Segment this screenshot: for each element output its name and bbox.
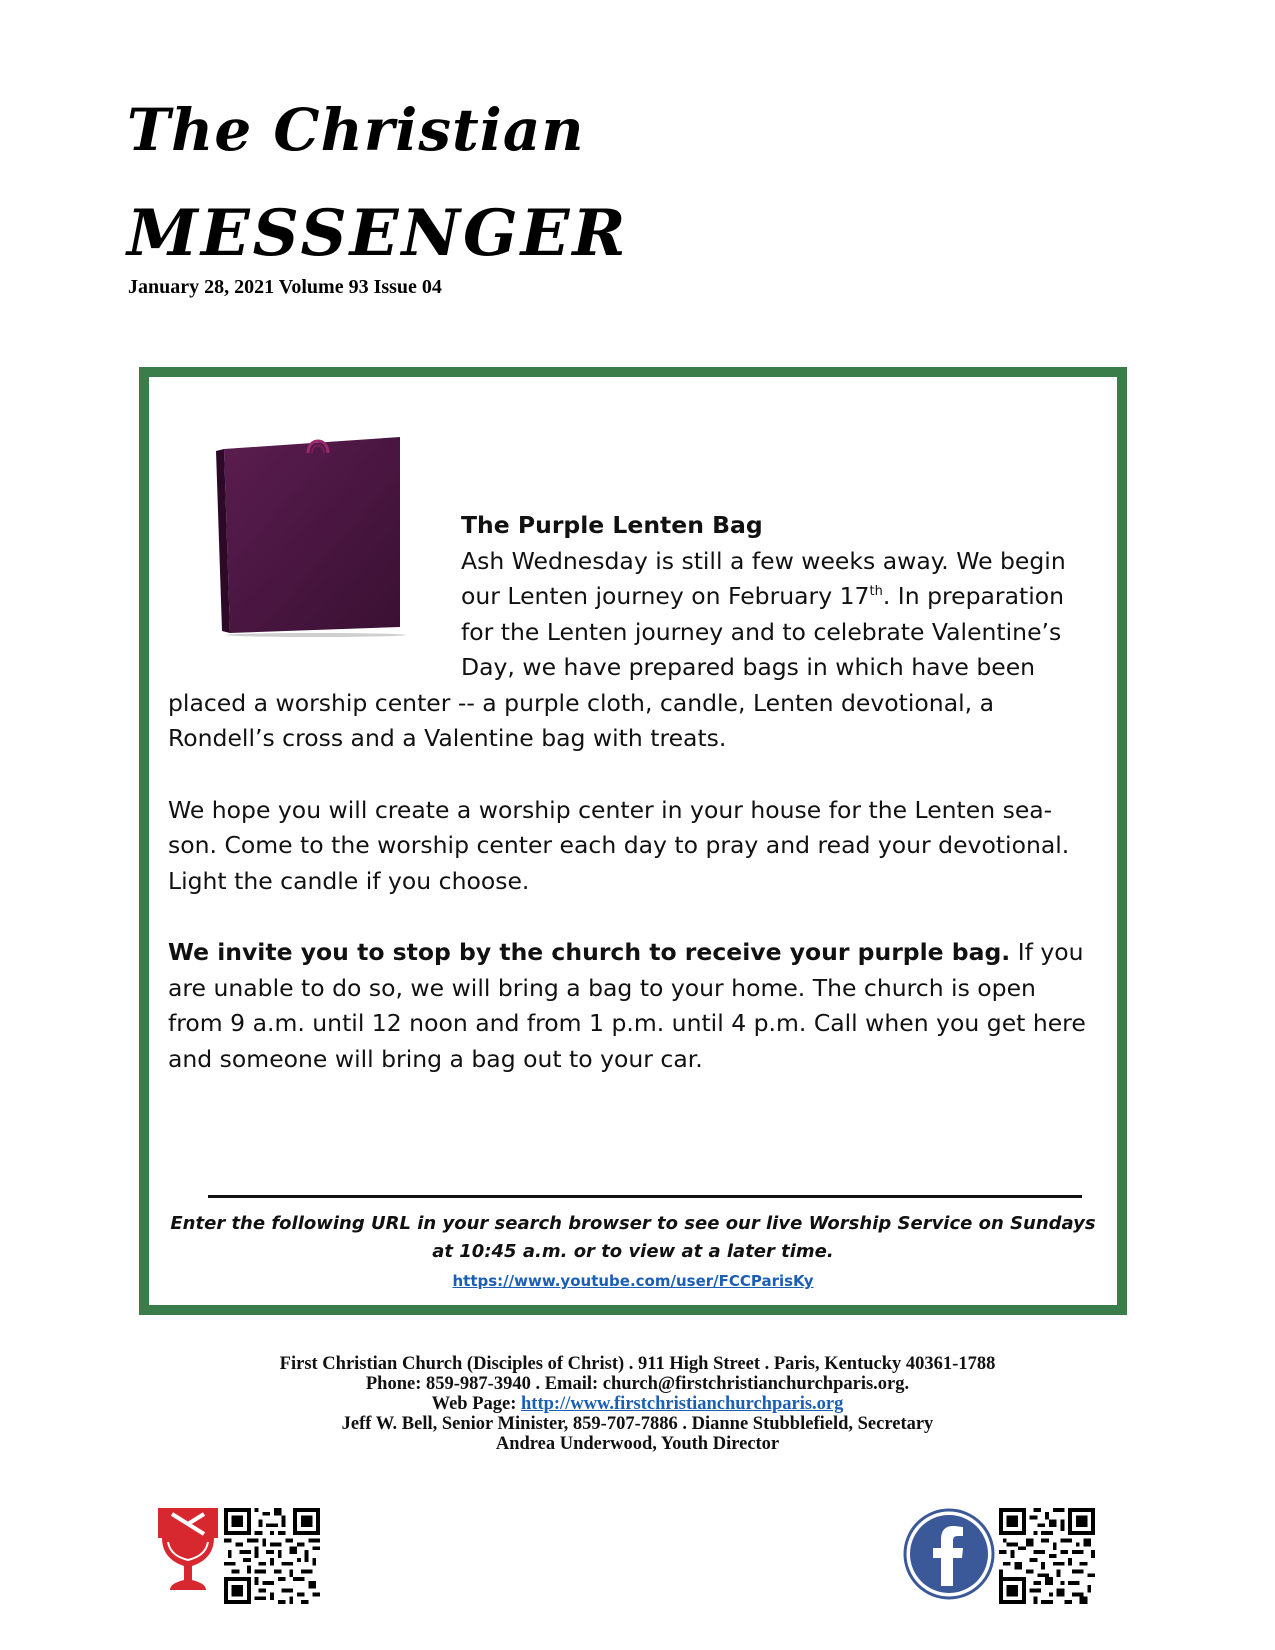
qr-code-icon xyxy=(224,1508,320,1604)
church-contact-footer xyxy=(0,1354,1275,1454)
article-heading: The Purple Lenten Bag xyxy=(461,511,763,539)
footer-phone-email: Phone: 859-987-3940 . Email: church@firstchristianchurchparis.org. xyxy=(365,1374,910,1394)
article-body xyxy=(168,508,1092,1077)
article-line: for the Lenten journey and to celebrate Valentine’s xyxy=(461,617,1062,646)
article-paragraph: placed a worship center -- a purple cloth, candle, Lenten devotional, a Rondell’s cross and a Valentine bag with treats. xyxy=(168,688,994,752)
article-line: Ash Wednesday is still a few weeks away. We begin xyxy=(461,546,1066,575)
footer-staff: Jeff W. Bell, Senior Minister, 859-707-7886 . Dianne Stubblefield, Secretary xyxy=(341,1414,934,1434)
footer-address: First Christian Church (Disciples of Christ) . 911 High Street . Paris, Kentucky 40361-1788 xyxy=(279,1354,996,1374)
article-paragraph: We invite you to stop by the church to receive your purple bag. If you are unable to do so, we will bring a bag to your home. The church is open from 9 a.m. until 12 noon and from 1 p.m. until 4 p.m. Call when you get here and someone will bring a bag out to your car. xyxy=(168,938,1086,1073)
article-intro xyxy=(461,508,1092,686)
chalice-icon xyxy=(158,1508,218,1592)
article-line: our Lenten journey on February 17th. In preparation xyxy=(461,582,1064,610)
issue-date-volume: January 28, 2021 Volume 93 Issue 04 xyxy=(128,276,442,298)
invite-bold-text: We invite you to stop by the church to receive your purple bag. xyxy=(168,938,1011,966)
masthead-title-line1: The Christian xyxy=(127,96,585,164)
footer-youth-director: Andrea Underwood, Youth Director xyxy=(495,1434,780,1454)
facebook-icon[interactable] xyxy=(903,1508,995,1600)
qr-code-icon xyxy=(999,1508,1095,1604)
article-line: Day, we have prepared bags in which have been xyxy=(461,653,1036,681)
article-paragraph: We hope you will create a worship center in your house for the Lenten sea-son. Come to the worship center each day to pray and read your devotional. Light the candle if you choose. xyxy=(168,795,1070,895)
article-frame xyxy=(139,367,1127,1315)
youtube-link[interactable]: https://www.youtube.com/user/FCCParisKy xyxy=(452,1272,814,1290)
livestream-note: Enter the following URL in your search browser to see our live Worship Service on Sundays at 10:45 a.m. or to view at a later time. xyxy=(170,1213,1096,1262)
website-link[interactable]: http://www.firstchristianchurchparis.org xyxy=(521,1394,844,1414)
masthead-title-line2: MESSENGER xyxy=(127,196,629,271)
footer-webpage: Web Page: http://www.firstchristianchurchparis.org xyxy=(431,1394,844,1414)
divider-rule xyxy=(208,1195,1082,1198)
